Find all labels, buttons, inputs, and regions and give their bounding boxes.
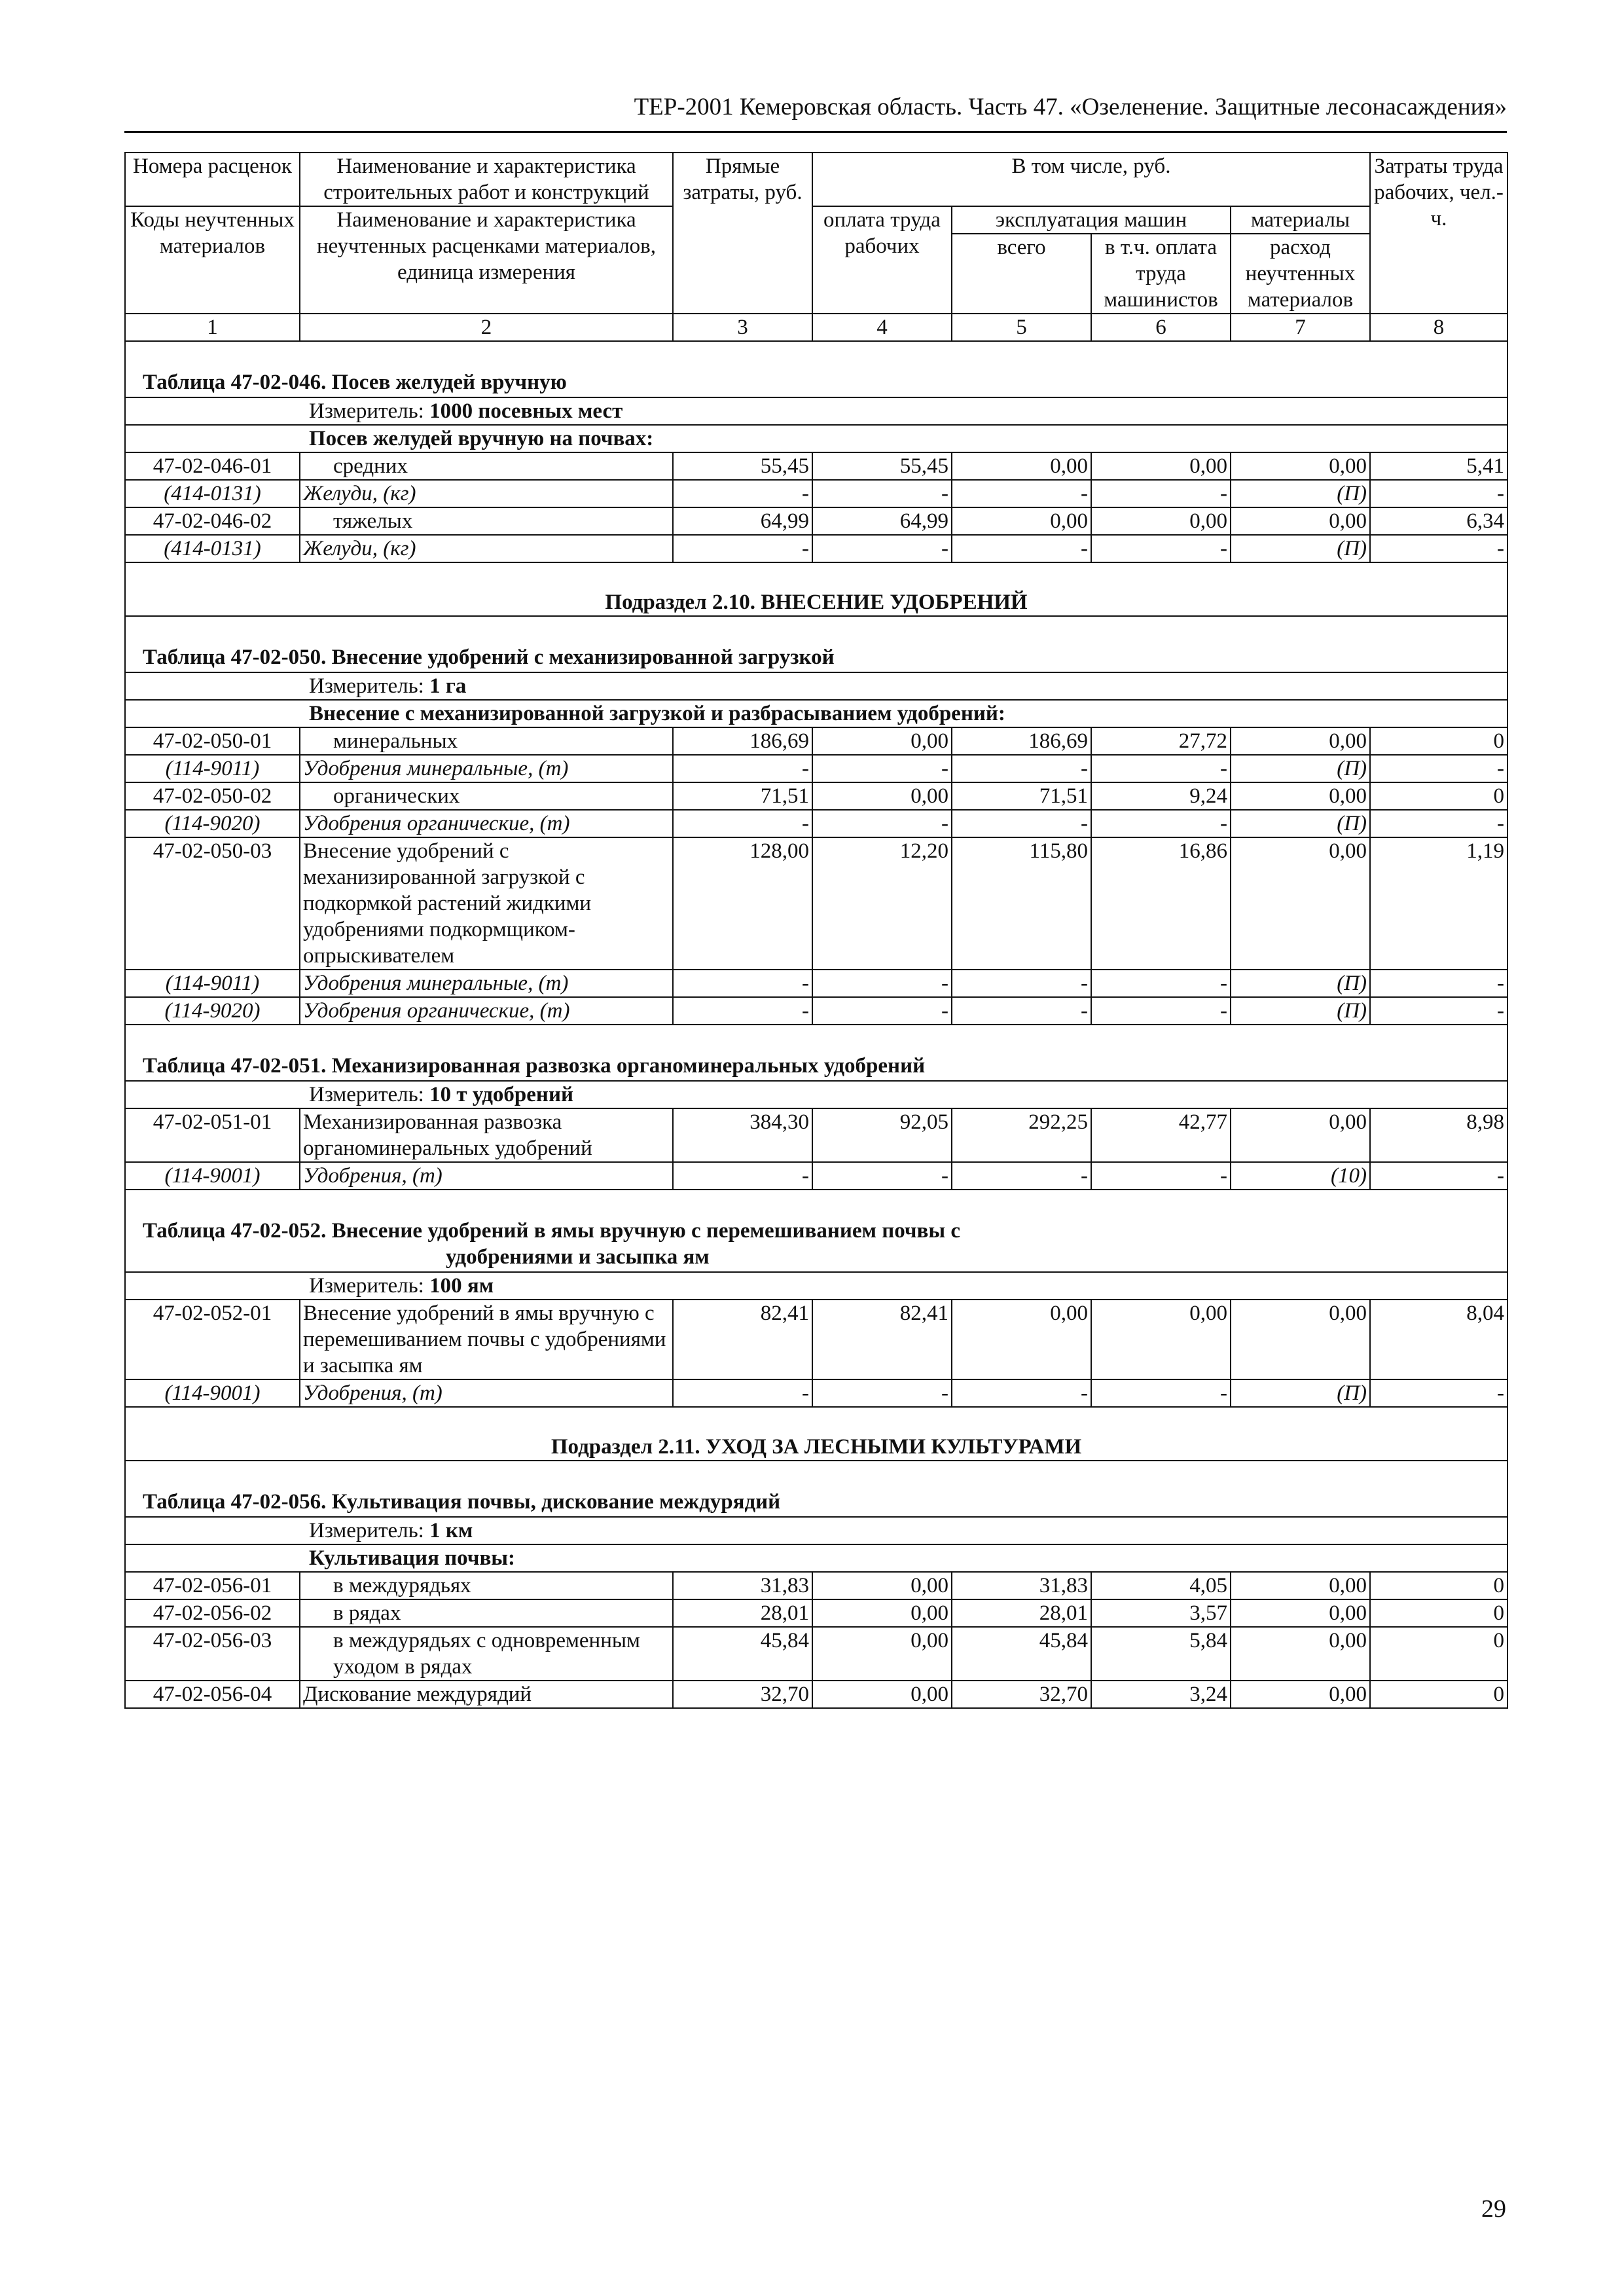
- material-name: Удобрения органические, (т): [300, 810, 673, 837]
- rates-table: [124, 152, 1508, 1709]
- value-cell: -: [1091, 1162, 1231, 1190]
- value-cell: 0,00: [1091, 452, 1231, 480]
- value-cell: 186,69: [952, 727, 1091, 755]
- rate-code: 47-02-056-04: [125, 1681, 300, 1708]
- page-number: 29: [1481, 2195, 1506, 2223]
- table-row: [125, 1599, 1507, 1627]
- value-cell: 55,45: [673, 452, 812, 480]
- measure-line: Измеритель: 10 т удобрений: [125, 1081, 1507, 1108]
- group-heading: Посев желудей вручную на почвах:: [125, 425, 1507, 452]
- value-cell: -: [673, 755, 812, 782]
- value-cell: -: [812, 970, 952, 997]
- col7-header: расход неучтенных материалов: [1231, 234, 1370, 314]
- value-cell: -: [1370, 1162, 1507, 1190]
- value-cell: 128,00: [673, 837, 812, 970]
- value-cell: -: [812, 1162, 952, 1190]
- section-title: Подраздел 2.11. УХОД ЗА ЛЕСНЫМИ КУЛЬТУРАМИ: [125, 1407, 1507, 1461]
- work-name: Механизированная развозка органоминеральных удобрений: [300, 1108, 673, 1162]
- value-cell: 6,34: [1370, 507, 1507, 535]
- value-cell: 71,51: [673, 782, 812, 810]
- value-cell: (П): [1231, 480, 1370, 507]
- material-code: (114-9020): [125, 810, 300, 837]
- material-name: Удобрения, (т): [300, 1162, 673, 1190]
- value-cell: 0,00: [812, 782, 952, 810]
- col-num: 6: [1091, 314, 1231, 341]
- column-number-row: [125, 314, 1507, 341]
- material-name: Удобрения минеральные, (т): [300, 755, 673, 782]
- value-cell: (П): [1231, 535, 1370, 562]
- col-num: 2: [300, 314, 673, 341]
- value-cell: 0,00: [1231, 1681, 1370, 1708]
- value-cell: 64,99: [673, 507, 812, 535]
- work-name: средних: [300, 452, 673, 480]
- value-cell: -: [952, 997, 1091, 1025]
- work-name: в междурядьях: [300, 1572, 673, 1599]
- work-name: в рядах: [300, 1599, 673, 1627]
- value-cell: 186,69: [673, 727, 812, 755]
- value-cell: -: [952, 755, 1091, 782]
- value-cell: -: [1091, 1379, 1231, 1407]
- value-cell: -: [952, 480, 1091, 507]
- value-cell: 31,83: [952, 1572, 1091, 1599]
- value-cell: 115,80: [952, 837, 1091, 970]
- rate-code: 47-02-056-01: [125, 1572, 300, 1599]
- section-title: Подраздел 2.10. ВНЕСЕНИЕ УДОБРЕНИЙ: [125, 562, 1507, 616]
- value-cell: 0,00: [1231, 1300, 1370, 1379]
- document-body: [124, 152, 1507, 1709]
- rate-code: 47-02-051-01: [125, 1108, 300, 1162]
- material-code: (114-9020): [125, 997, 300, 1025]
- col8-header: Затраты труда рабочих, чел.-ч.: [1370, 153, 1507, 314]
- value-cell: -: [812, 1379, 952, 1407]
- table-row: [125, 535, 1507, 562]
- col-num: 1: [125, 314, 300, 341]
- value-cell: 32,70: [673, 1681, 812, 1708]
- value-cell: 0: [1370, 1572, 1507, 1599]
- header-rule: [124, 131, 1507, 133]
- value-cell: 0,00: [812, 1599, 952, 1627]
- value-cell: (П): [1231, 1379, 1370, 1407]
- group-heading: Культивация почвы:: [125, 1544, 1507, 1572]
- col-num: 3: [673, 314, 812, 341]
- value-cell: 16,86: [1091, 837, 1231, 970]
- table-row: [125, 1681, 1507, 1708]
- material-code: (414-0131): [125, 535, 300, 562]
- rate-code: 47-02-050-02: [125, 782, 300, 810]
- value-cell: 92,05: [812, 1108, 952, 1162]
- material-name: Желуди, (кг): [300, 535, 673, 562]
- value-cell: 9,24: [1091, 782, 1231, 810]
- col1-bottom-header: Коды неучтенных материалов: [125, 206, 300, 314]
- value-cell: -: [812, 480, 952, 507]
- value-cell: 0,00: [1231, 1572, 1370, 1599]
- value-cell: 0,00: [812, 1627, 952, 1681]
- value-cell: -: [673, 997, 812, 1025]
- value-cell: 0,00: [1231, 727, 1370, 755]
- col-num: 4: [812, 314, 952, 341]
- value-cell: 32,70: [952, 1681, 1091, 1708]
- value-cell: 0,00: [1231, 1108, 1370, 1162]
- group-heading: Внесение с механизированной загрузкой и разбрасыванием удобрений:: [125, 700, 1507, 727]
- value-cell: 42,77: [1091, 1108, 1231, 1162]
- value-cell: 0,00: [1091, 507, 1231, 535]
- table-row: [125, 480, 1507, 507]
- value-cell: 0: [1370, 727, 1507, 755]
- table-row: [125, 810, 1507, 837]
- value-cell: 0: [1370, 1599, 1507, 1627]
- material-code: (114-9011): [125, 755, 300, 782]
- value-cell: 0,00: [1231, 837, 1370, 970]
- value-cell: -: [812, 535, 952, 562]
- col-num: 5: [952, 314, 1091, 341]
- table-row: [125, 782, 1507, 810]
- value-cell: -: [812, 810, 952, 837]
- including-header: В том числе, руб.: [812, 153, 1370, 206]
- table-row: [125, 1108, 1507, 1162]
- value-cell: 31,83: [673, 1572, 812, 1599]
- value-cell: 27,72: [1091, 727, 1231, 755]
- col-num: 8: [1370, 314, 1507, 341]
- table-row: [125, 755, 1507, 782]
- work-name: Внесение удобрений с механизированной загрузкой с подкормкой растений жидкими удобрениями подкормщиком-опрыскивателем: [300, 837, 673, 970]
- table-row: [125, 452, 1507, 480]
- measure-line: Измеритель: 100 ям: [125, 1272, 1507, 1300]
- header-row-2: [125, 206, 1507, 234]
- value-cell: -: [1370, 810, 1507, 837]
- material-name: Желуди, (кг): [300, 480, 673, 507]
- value-cell: (П): [1231, 997, 1370, 1025]
- material-code: (114-9001): [125, 1162, 300, 1190]
- rate-code: 47-02-052-01: [125, 1300, 300, 1379]
- machines-header: эксплуатация машин: [952, 206, 1231, 234]
- table-row: [125, 997, 1507, 1025]
- col4-header: оплата труда рабочих: [812, 206, 952, 314]
- material-code: (414-0131): [125, 480, 300, 507]
- value-cell: -: [673, 970, 812, 997]
- materials-header: материалы: [1231, 206, 1370, 234]
- value-cell: 5,41: [1370, 452, 1507, 480]
- col2-bottom-header: Наименование и характеристика неучтенных расценками материалов, единица измерения: [300, 206, 673, 314]
- col-num: 7: [1231, 314, 1370, 341]
- value-cell: -: [1370, 970, 1507, 997]
- table-row: [125, 507, 1507, 535]
- material-code: (114-9011): [125, 970, 300, 997]
- value-cell: 0,00: [1231, 452, 1370, 480]
- value-cell: -: [1091, 997, 1231, 1025]
- value-cell: (П): [1231, 755, 1370, 782]
- value-cell: 3,57: [1091, 1599, 1231, 1627]
- header-row-1: [125, 153, 1507, 206]
- value-cell: -: [952, 535, 1091, 562]
- table-title: Таблица 47-02-050. Внесение удобрений с механизированной загрузкой: [125, 616, 1507, 672]
- value-cell: 0,00: [1231, 507, 1370, 535]
- value-cell: 5,84: [1091, 1627, 1231, 1681]
- table-row: [125, 1572, 1507, 1599]
- rate-code: 47-02-050-01: [125, 727, 300, 755]
- measure-line: Измеритель: 1000 посевных мест: [125, 397, 1507, 425]
- rate-code: 47-02-046-02: [125, 507, 300, 535]
- col2-top-header: Наименование и характеристика строительных работ и конструкций: [300, 153, 673, 206]
- rate-code: 47-02-050-03: [125, 837, 300, 970]
- col6-header: в т.ч. оплата труда машинистов: [1091, 234, 1231, 314]
- value-cell: -: [1091, 970, 1231, 997]
- value-cell: 4,05: [1091, 1572, 1231, 1599]
- value-cell: 0,00: [952, 1300, 1091, 1379]
- value-cell: 55,45: [812, 452, 952, 480]
- value-cell: 82,41: [673, 1300, 812, 1379]
- table-row: [125, 1379, 1507, 1407]
- value-cell: -: [1370, 755, 1507, 782]
- value-cell: 8,04: [1370, 1300, 1507, 1379]
- value-cell: 0,00: [1231, 1627, 1370, 1681]
- value-cell: 12,20: [812, 837, 952, 970]
- value-cell: 1,19: [1370, 837, 1507, 970]
- page-header: ТЕР-2001 Кемеровская область. Часть 47. «Озеленение. Защитные лесонасаждения»: [634, 94, 1507, 120]
- material-code: (114-9001): [125, 1379, 300, 1407]
- measure-line: Измеритель: 1 км: [125, 1517, 1507, 1544]
- table-row: [125, 1627, 1507, 1681]
- value-cell: -: [1370, 535, 1507, 562]
- value-cell: (П): [1231, 970, 1370, 997]
- rate-code: 47-02-056-02: [125, 1599, 300, 1627]
- value-cell: 64,99: [812, 507, 952, 535]
- value-cell: 45,84: [952, 1627, 1091, 1681]
- value-cell: 0,00: [1231, 1599, 1370, 1627]
- col3-header: Прямые затраты, руб.: [673, 153, 812, 314]
- value-cell: 0: [1370, 1627, 1507, 1681]
- value-cell: -: [952, 810, 1091, 837]
- value-cell: 0,00: [812, 1681, 952, 1708]
- value-cell: -: [952, 970, 1091, 997]
- table-row: [125, 1162, 1507, 1190]
- material-name: Удобрения, (т): [300, 1379, 673, 1407]
- work-name: Внесение удобрений в ямы вручную с перемешиванием почвы с удобрениями и засыпка ям: [300, 1300, 673, 1379]
- value-cell: -: [1091, 810, 1231, 837]
- value-cell: -: [812, 755, 952, 782]
- value-cell: -: [673, 480, 812, 507]
- value-cell: -: [1091, 480, 1231, 507]
- value-cell: 0: [1370, 782, 1507, 810]
- table-title: Таблица 47-02-046. Посев желудей вручную: [125, 341, 1507, 397]
- value-cell: -: [673, 1379, 812, 1407]
- work-name: органических: [300, 782, 673, 810]
- work-name: минеральных: [300, 727, 673, 755]
- value-cell: -: [812, 997, 952, 1025]
- col5-header: всего: [952, 234, 1091, 314]
- value-cell: 292,25: [952, 1108, 1091, 1162]
- rate-code: 47-02-046-01: [125, 452, 300, 480]
- value-cell: 0,00: [812, 1572, 952, 1599]
- value-cell: -: [952, 1162, 1091, 1190]
- table-row: [125, 727, 1507, 755]
- measure-line: Измеритель: 1 га: [125, 672, 1507, 700]
- table-row: [125, 1300, 1507, 1379]
- value-cell: (10): [1231, 1162, 1370, 1190]
- value-cell: -: [952, 1379, 1091, 1407]
- value-cell: (П): [1231, 810, 1370, 837]
- work-name: тяжелых: [300, 507, 673, 535]
- value-cell: 82,41: [812, 1300, 952, 1379]
- value-cell: 0,00: [952, 452, 1091, 480]
- value-cell: -: [1370, 480, 1507, 507]
- table-title: Таблица 47-02-052. Внесение удобрений в ямы вручную с перемешиванием почвы с удобрениями и засыпка ям: [125, 1190, 1507, 1272]
- material-name: Удобрения минеральные, (т): [300, 970, 673, 997]
- col1-top-header: Номера расценок: [125, 153, 300, 206]
- value-cell: 71,51: [952, 782, 1091, 810]
- rate-code: 47-02-056-03: [125, 1627, 300, 1681]
- table-row: [125, 970, 1507, 997]
- value-cell: -: [673, 535, 812, 562]
- work-name: Дискование междурядий: [300, 1681, 673, 1708]
- material-name: Удобрения органические, (т): [300, 997, 673, 1025]
- value-cell: -: [1091, 755, 1231, 782]
- value-cell: 3,24: [1091, 1681, 1231, 1708]
- value-cell: 384,30: [673, 1108, 812, 1162]
- work-name: в междурядьях с одновременным уходом в рядах: [300, 1627, 673, 1681]
- table-row: [125, 837, 1507, 970]
- value-cell: -: [673, 1162, 812, 1190]
- value-cell: 0,00: [1231, 782, 1370, 810]
- value-cell: 0,00: [952, 507, 1091, 535]
- value-cell: -: [1370, 1379, 1507, 1407]
- value-cell: 8,98: [1370, 1108, 1507, 1162]
- value-cell: 0: [1370, 1681, 1507, 1708]
- value-cell: 0,00: [1091, 1300, 1231, 1379]
- value-cell: 28,01: [673, 1599, 812, 1627]
- value-cell: 0,00: [812, 727, 952, 755]
- table-title: Таблица 47-02-051. Механизированная развозка органоминеральных удобрений: [125, 1025, 1507, 1081]
- value-cell: -: [673, 810, 812, 837]
- table-title: Таблица 47-02-056. Культивация почвы, дискование междурядий: [125, 1461, 1507, 1517]
- value-cell: 45,84: [673, 1627, 812, 1681]
- value-cell: -: [1091, 535, 1231, 562]
- value-cell: -: [1370, 997, 1507, 1025]
- value-cell: 28,01: [952, 1599, 1091, 1627]
